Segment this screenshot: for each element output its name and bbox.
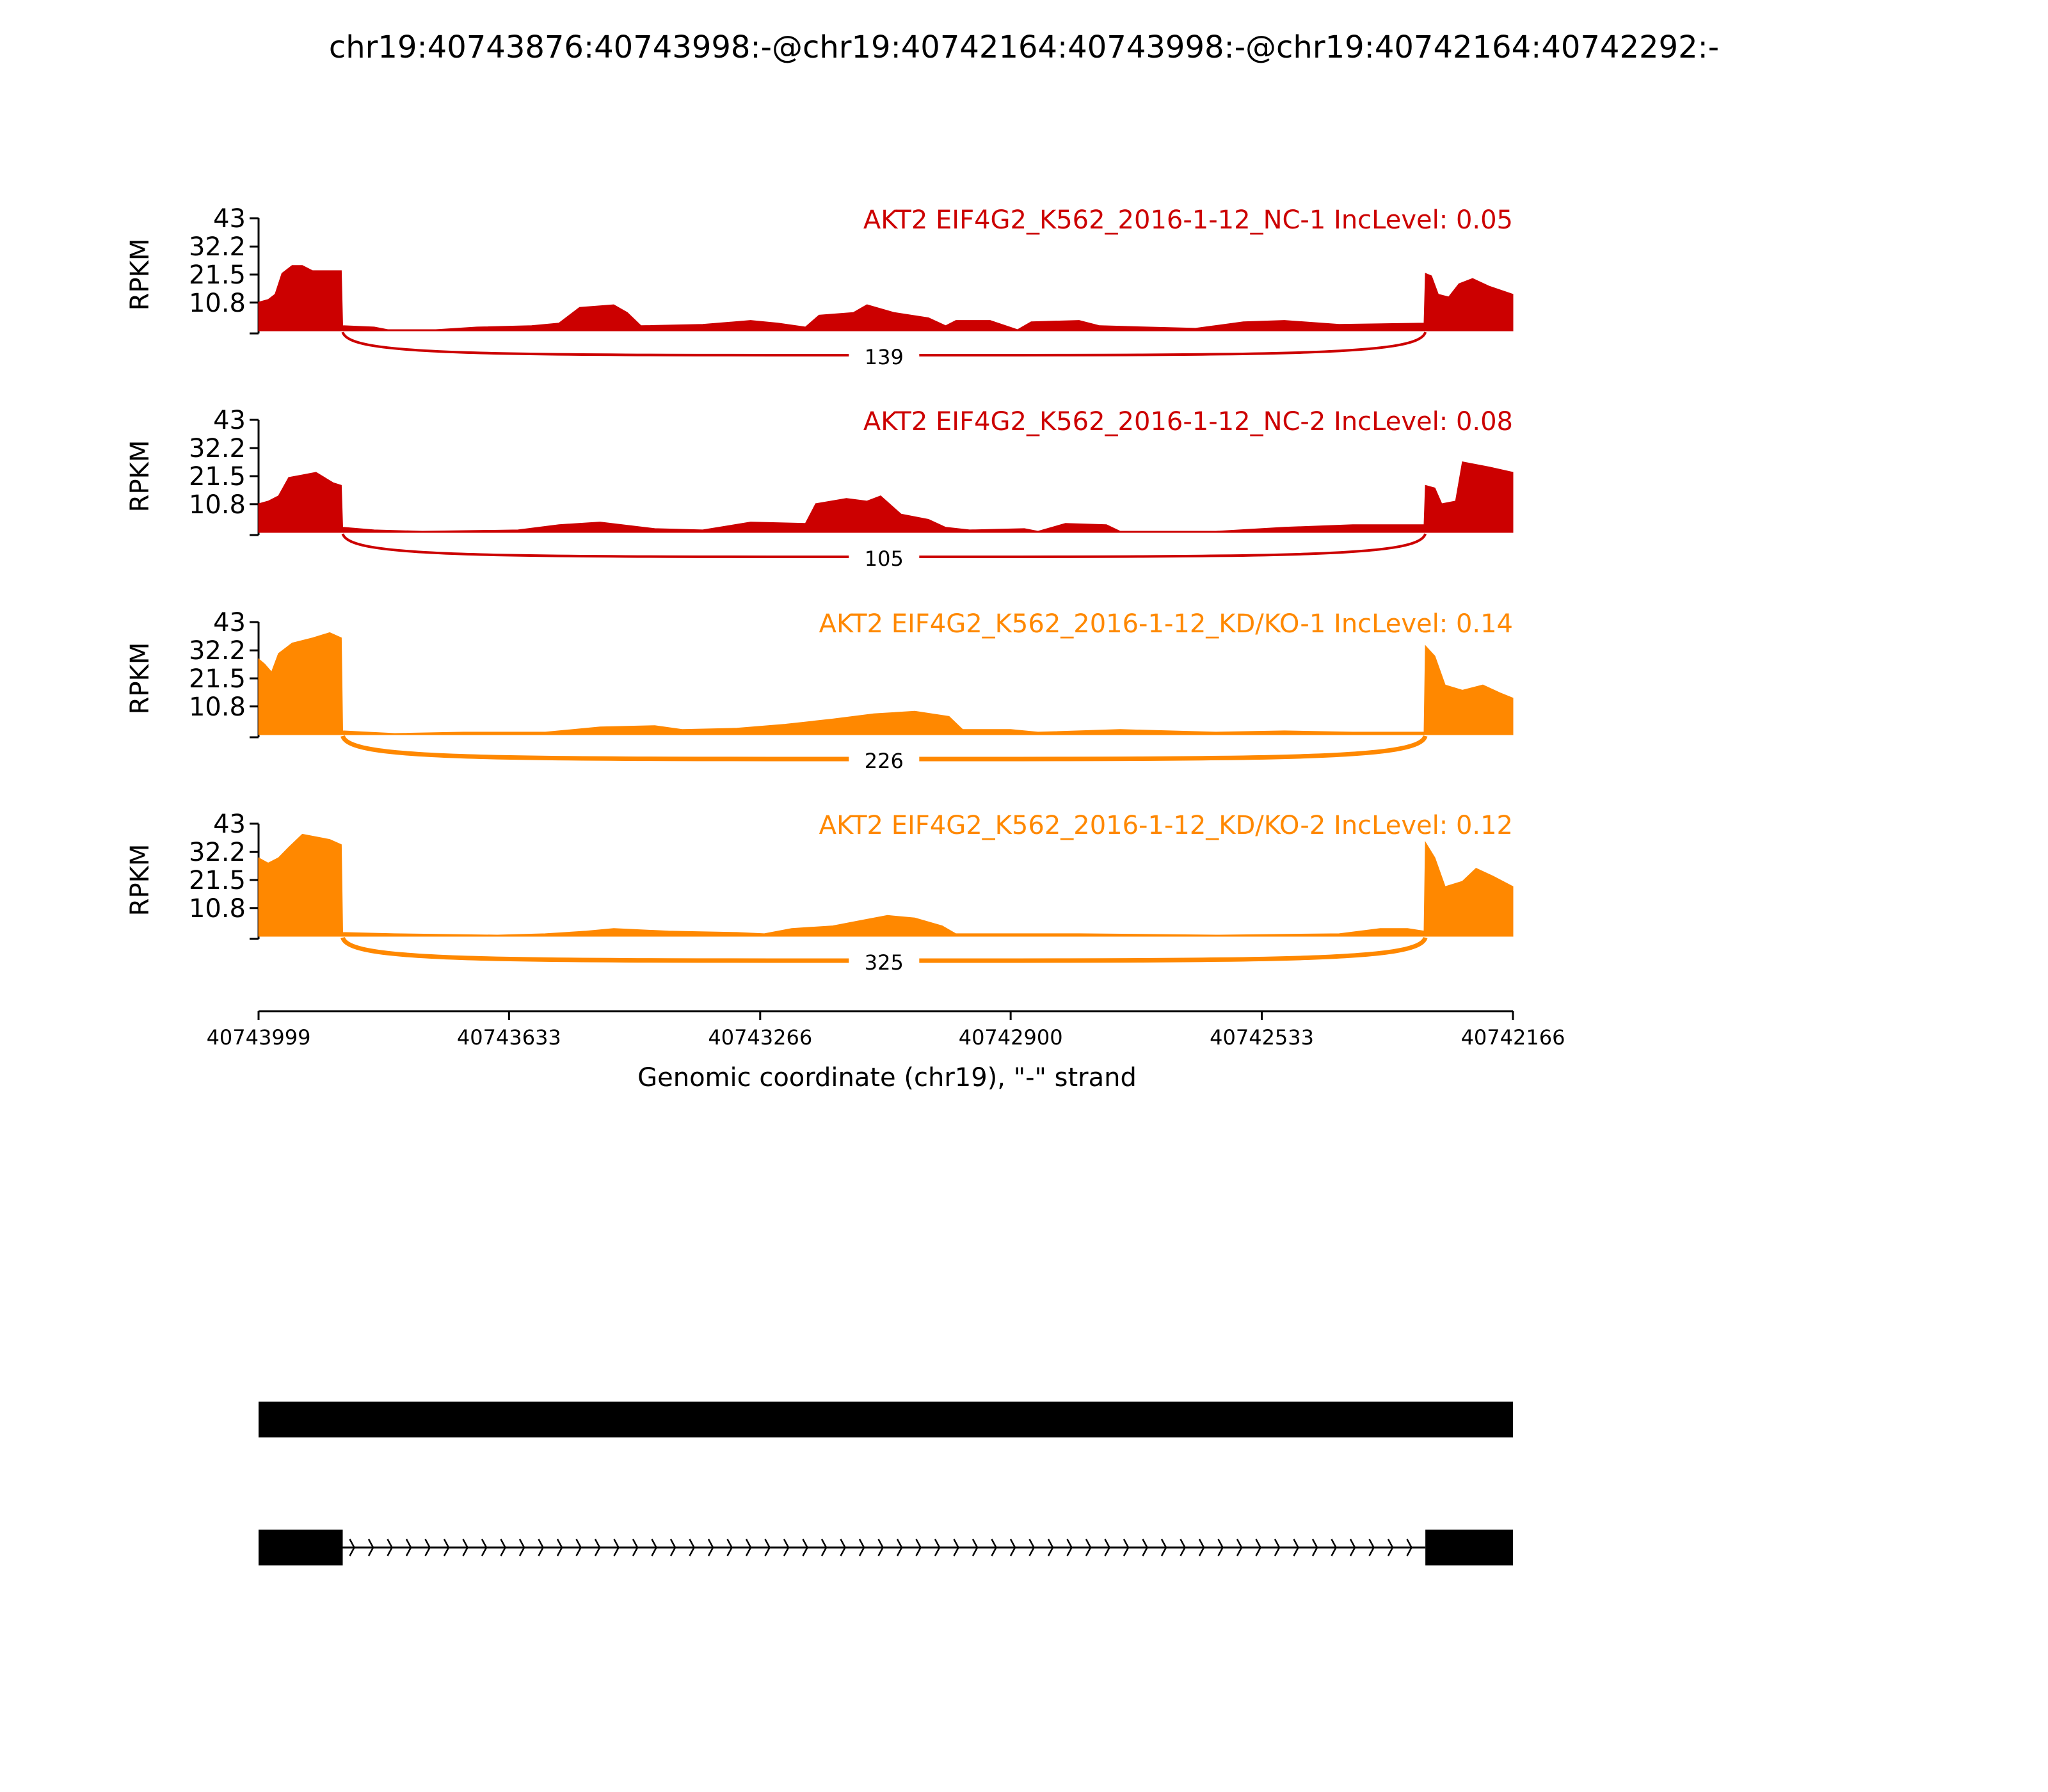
x-tick-label: 40743266 <box>708 1025 813 1050</box>
y-tick-label: 32.2 <box>188 434 246 464</box>
y-tick-label: 21.5 <box>188 462 246 492</box>
y-tick-label: 32.2 <box>188 232 246 262</box>
y-tick-label: 43 <box>213 204 246 234</box>
isoform-2-exon-2 <box>1425 1530 1513 1565</box>
track-label: AKT2 EIF4G2_K562_2016-1-12_NC-1 IncLevel: 0.05 <box>863 205 1513 235</box>
y-tick-label: 43 <box>213 608 246 637</box>
junction-count: 105 <box>864 547 904 571</box>
track-label: AKT2 EIF4G2_K562_2016-1-12_KD/KO-2 IncLevel: 0.12 <box>819 811 1513 840</box>
y-axis-label: RPKM <box>125 440 155 513</box>
y-tick-label: 10.8 <box>188 490 246 520</box>
y-tick-label: 21.5 <box>188 664 246 694</box>
y-tick-label: 43 <box>213 810 246 839</box>
y-tick-label: 21.5 <box>188 866 246 895</box>
y-axis-label: RPKM <box>125 844 155 916</box>
y-tick-label: 32.2 <box>188 636 246 666</box>
y-tick-label: 10.8 <box>188 893 246 924</box>
y-tick-label: 10.8 <box>188 288 246 318</box>
track-label: AKT2 EIF4G2_K562_2016-1-12_KD/KO-1 IncLevel: 0.14 <box>819 609 1513 639</box>
x-tick-label: 40742166 <box>1460 1025 1565 1050</box>
junction-count: 325 <box>864 950 904 975</box>
y-tick-label: 32.2 <box>188 838 246 868</box>
y-tick-label: 21.5 <box>188 260 246 290</box>
isoform-1-exon <box>259 1402 1513 1437</box>
x-tick-label: 40743999 <box>206 1025 311 1050</box>
y-axis-label: RPKM <box>125 238 155 311</box>
x-tick-label: 40742900 <box>958 1025 1063 1050</box>
y-axis-label: RPKM <box>125 642 155 715</box>
track-label: AKT2 EIF4G2_K562_2016-1-12_NC-2 IncLevel: 0.08 <box>863 407 1513 436</box>
junction-count: 226 <box>864 749 904 773</box>
y-tick-label: 10.8 <box>188 692 246 722</box>
x-tick-label: 40742533 <box>1210 1025 1315 1050</box>
x-tick-label: 40743633 <box>456 1025 561 1050</box>
figure-title: chr19:40743876:40743998:-@chr19:40742164:40743998:-@chr19:40742164:40742292:- <box>328 29 1720 65</box>
isoform-2-exon-1 <box>259 1530 343 1565</box>
y-tick-label: 43 <box>213 406 246 435</box>
junction-count: 139 <box>864 345 904 369</box>
x-axis-label: Genomic coordinate (chr19), "-" strand <box>637 1063 1137 1092</box>
